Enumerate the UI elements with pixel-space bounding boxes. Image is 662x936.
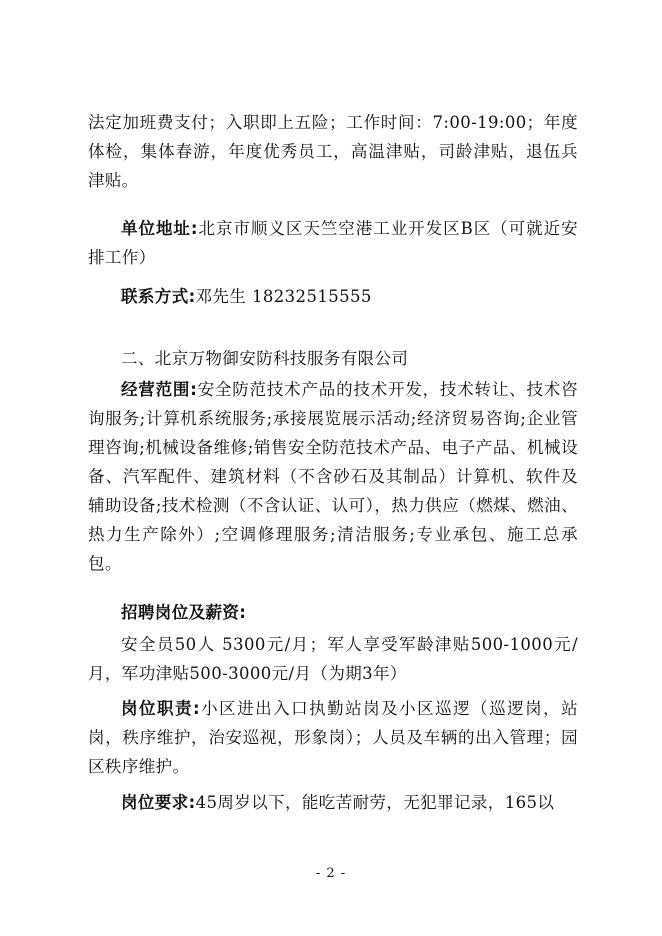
salary-paragraph	[88, 630, 578, 688]
requirements-text: 45周岁以下，能吃苦耐劳，无犯罪记录，165以	[195, 793, 555, 812]
contact-label: 联系方式:	[121, 287, 196, 306]
recruit-heading	[88, 598, 578, 627]
address-label: 单位地址:	[121, 219, 198, 238]
address-paragraph	[88, 214, 578, 272]
duties-text: 小区进出入口执勤站岗及小区巡逻（巡逻岗，站岗，秩序维护，治安巡视，形象岗）；人员及车辆的出入管理；园区秩序维护。	[88, 699, 578, 776]
contact-text: 邓先生 18232515555	[195, 287, 372, 306]
company-heading-text: 二、北京万物御安防科技服务有限公司	[121, 349, 409, 368]
benefits-text: 法定加班费支付；入职即上五险；工作时间：7:00-19:00；年度体检，集体春游，年度优秀员工，高温津贴，司龄津贴，退伍兵津贴。	[88, 113, 578, 190]
contact-paragraph	[88, 282, 578, 311]
requirements-label: 岗位要求:	[121, 793, 196, 812]
company-heading	[88, 344, 578, 373]
scope-text: 安全防范技术产品的技术开发，技术转让、技术咨询服务;计算机系统服务;承接展览展示活动;经济贸易咨询;企业管理咨询;机械设备维修;销售安全防范技术产品、电子产品、机械设备、汽军配件、建筑材料（不含砂石及其制品）计算机、软件及辅助设备;技术检测（不含认证、认可），热力供应（燃煤、燃油、热力生产除外）;空调修理服务;清洁服务;专业承包、施工总承包。	[88, 380, 578, 573]
scope-label: 经营范围:	[121, 380, 198, 399]
benefits-paragraph	[88, 108, 578, 195]
requirements-paragraph	[88, 788, 578, 817]
recruit-label: 招聘岗位及薪资:	[121, 603, 247, 622]
duties-label: 岗位职责:	[121, 699, 200, 718]
address-text: 北京市顺义区天竺空港工业开发区B区（可就近安排工作）	[88, 219, 578, 267]
duties-paragraph	[88, 694, 578, 781]
scope-paragraph	[88, 375, 578, 578]
page-number: - 2 -	[315, 866, 347, 881]
salary-text: 安全员50人 5300元/月；军人享受军龄津贴500-1000元/月，军功津贴500-3000元/月（为期3年）	[88, 635, 578, 683]
